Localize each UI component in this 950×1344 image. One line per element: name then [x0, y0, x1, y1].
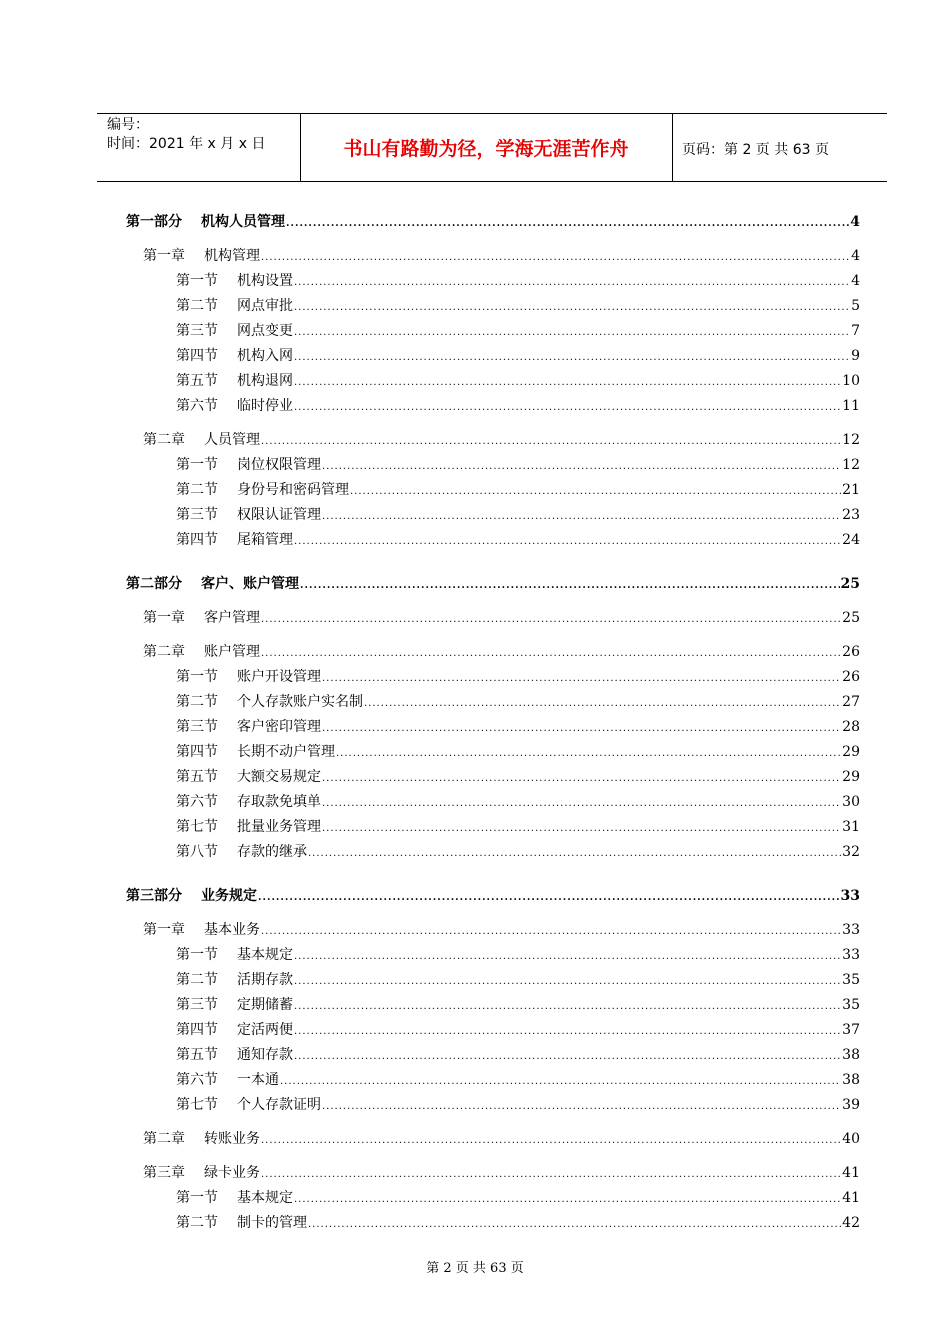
toc-entry-label — [176, 504, 321, 524]
toc-entry-page: 10 — [842, 373, 860, 389]
toc-entry-chapter[interactable] — [143, 1162, 860, 1180]
toc-entry-label — [143, 641, 260, 661]
toc-entry-page: 25 — [842, 610, 860, 626]
header-motto: 书山有路勤为径，学海无涯苦作舟 — [343, 138, 629, 160]
toc-entry-label — [176, 666, 321, 686]
toc-leader-dots — [336, 748, 841, 759]
toc-entry-section[interactable] — [176, 295, 860, 313]
toc-entry-number: 第二章 — [143, 1131, 185, 1147]
toc-entry-number: 第七节 — [176, 819, 218, 835]
toc-entry-number: 第六节 — [176, 1072, 218, 1088]
toc-entry-section[interactable] — [176, 370, 860, 388]
toc-entry-title: 网点变更 — [237, 323, 293, 339]
toc-entry-number: 第一节 — [176, 457, 218, 473]
toc-entry-number: 第六节 — [176, 398, 218, 414]
toc-entry-section[interactable] — [176, 1044, 860, 1062]
toc-entry-label — [176, 741, 335, 761]
toc-leader-dots — [294, 951, 841, 962]
toc-entry-page: 31 — [842, 819, 860, 835]
toc-entry-label — [126, 885, 257, 905]
toc-entry-section[interactable] — [176, 791, 860, 809]
toc-entry-number: 第五节 — [176, 1047, 218, 1063]
header-top-rule — [97, 113, 887, 114]
toc-entry-page: 4 — [851, 248, 860, 264]
toc-entry-chapter[interactable] — [143, 919, 860, 937]
toc-entry-number: 第一节 — [176, 273, 218, 289]
toc-entry-label — [176, 841, 307, 861]
toc-leader-dots — [322, 773, 841, 784]
toc-entry-section[interactable] — [176, 1019, 860, 1037]
toc-entry-label — [176, 295, 293, 315]
toc-entry-label — [176, 1069, 279, 1089]
toc-leader-dots — [294, 277, 850, 288]
toc-entry-number: 第四节 — [176, 744, 218, 760]
toc-entry-page: 12 — [842, 432, 860, 448]
toc-entry-title: 大额交易规定 — [237, 769, 321, 785]
toc-entry-number: 第二节 — [176, 1215, 218, 1231]
toc-leader-dots — [294, 377, 841, 388]
toc-entry-number: 第一节 — [176, 669, 218, 685]
toc-entry-chapter[interactable] — [143, 607, 860, 625]
toc-entry-page: 33 — [840, 888, 860, 904]
toc-leader-dots — [322, 511, 841, 522]
toc-entry-label — [176, 791, 321, 811]
toc-entry-number: 第二部分 — [126, 576, 182, 592]
time-label: 时间：2021 年 x 月 x 日 — [107, 136, 266, 152]
toc-entry-page: 32 — [842, 844, 860, 860]
toc-entry-number: 第二章 — [143, 432, 185, 448]
toc-entry-title: 个人存款账户实名制 — [237, 694, 363, 710]
toc-entry-title: 个人存款证明 — [237, 1097, 321, 1113]
toc-leader-dots — [261, 926, 841, 937]
toc-entry-part[interactable] — [126, 573, 860, 591]
toc-entry-number: 第一节 — [176, 947, 218, 963]
toc-entry-page: 35 — [842, 997, 860, 1013]
toc-entry-page: 33 — [842, 922, 860, 938]
toc-leader-dots — [294, 1051, 841, 1062]
toc-entry-title: 账户管理 — [204, 644, 260, 660]
toc-entry-number: 第二节 — [176, 298, 218, 314]
toc-entry-title: 尾箱管理 — [237, 532, 293, 548]
toc-leader-dots — [350, 486, 841, 497]
toc-leader-dots — [294, 536, 841, 547]
toc-entry-section[interactable] — [176, 691, 860, 709]
toc-entry-number: 第七节 — [176, 1097, 218, 1113]
toc-entry-section[interactable] — [176, 529, 860, 547]
toc-entry-page: 39 — [842, 1097, 860, 1113]
toc-entry-label — [126, 573, 299, 593]
toc-entry-title: 定活两便 — [237, 1022, 293, 1038]
toc-entry-section[interactable] — [176, 741, 860, 759]
toc-entry-label — [176, 529, 293, 549]
toc-leader-dots — [294, 1001, 841, 1012]
toc-leader-dots — [261, 648, 841, 659]
toc-entry-title: 机构入网 — [237, 348, 293, 364]
toc-entry-label — [176, 816, 321, 836]
toc-entry-title: 岗位权限管理 — [237, 457, 321, 473]
toc-entry-number: 第四节 — [176, 1022, 218, 1038]
toc-entry-section[interactable] — [176, 345, 860, 363]
toc-entry-label — [176, 1019, 293, 1039]
toc-entry-label — [176, 969, 293, 989]
toc-entry-number: 第二节 — [176, 972, 218, 988]
toc-entry-label — [176, 320, 293, 340]
toc-entry-page: 5 — [851, 298, 860, 314]
toc-entry-section[interactable] — [176, 841, 860, 859]
page-footer: 第 2 页 共 63 页 — [426, 1261, 524, 1276]
toc-entry-number: 第一章 — [143, 248, 185, 264]
toc-leader-dots — [261, 614, 841, 625]
toc-entry-page: 29 — [842, 769, 860, 785]
toc-leader-dots — [261, 436, 841, 447]
toc-entry-title: 存取款免填单 — [237, 794, 321, 810]
toc-entry-label — [126, 211, 285, 231]
toc-entry-page: 30 — [842, 794, 860, 810]
toc-entry-number: 第三节 — [176, 507, 218, 523]
toc-entry-page: 38 — [842, 1047, 860, 1063]
toc-entry-section[interactable] — [176, 1069, 860, 1087]
toc-entry-label — [143, 429, 260, 449]
toc-entry-section[interactable] — [176, 816, 860, 834]
toc-entry-title: 权限认证管理 — [237, 507, 321, 523]
toc-entry-section[interactable] — [176, 716, 860, 734]
toc-entry-label — [143, 245, 260, 265]
toc-entry-page: 11 — [842, 398, 860, 414]
toc-entry-section[interactable] — [176, 454, 860, 472]
toc-leader-dots — [261, 1135, 841, 1146]
toc-entry-label — [176, 1044, 293, 1064]
toc-entry-title: 基本规定 — [237, 947, 293, 963]
toc-entry-title: 转账业务 — [204, 1131, 260, 1147]
toc-entry-page: 4 — [850, 214, 860, 230]
toc-entry-number: 第六节 — [176, 794, 218, 810]
toc-entry-title: 机构管理 — [204, 248, 260, 264]
toc-entry-section[interactable] — [176, 1187, 860, 1205]
toc-entry-title: 基本规定 — [237, 1190, 293, 1206]
toc-leader-dots — [322, 723, 841, 734]
toc-leader-dots — [286, 218, 849, 229]
toc-entry-part[interactable] — [126, 885, 860, 903]
toc-entry-page: 28 — [842, 719, 860, 735]
toc-entry-label — [176, 766, 321, 786]
toc-entry-section[interactable] — [176, 1212, 860, 1230]
toc-leader-dots — [261, 1169, 841, 1180]
toc-entry-label — [176, 370, 293, 390]
toc-entry-title: 账户开设管理 — [237, 669, 321, 685]
toc-entry-title: 绿卡业务 — [204, 1165, 260, 1181]
toc-entry-section[interactable] — [176, 320, 860, 338]
toc-entry-number: 第五节 — [176, 373, 218, 389]
toc-entry-section[interactable] — [176, 944, 860, 962]
toc-entry-label — [176, 994, 293, 1014]
toc-entry-chapter[interactable] — [143, 641, 860, 659]
toc-leader-dots — [294, 1194, 841, 1205]
toc-entry-number: 第三节 — [176, 323, 218, 339]
toc-entry-number: 第二节 — [176, 694, 218, 710]
toc-entry-title: 定期储蓄 — [237, 997, 293, 1013]
toc-leader-dots — [294, 302, 850, 313]
toc-entry-label — [143, 1128, 260, 1148]
toc-entry-page: 42 — [842, 1215, 860, 1231]
toc-entry-label — [143, 919, 260, 939]
toc-leader-dots — [308, 848, 841, 859]
toc-entry-page: 27 — [842, 694, 860, 710]
toc-entry-section[interactable] — [176, 479, 860, 497]
toc-entry-label — [143, 607, 260, 627]
toc-entry-number: 第三部分 — [126, 888, 182, 904]
toc-entry-number: 第三节 — [176, 997, 218, 1013]
toc-entry-title: 客户、账户管理 — [201, 576, 299, 592]
toc-entry-page: 35 — [842, 972, 860, 988]
toc-entry-number: 第八节 — [176, 844, 218, 860]
toc-leader-dots — [300, 580, 840, 591]
toc-leader-dots — [294, 1026, 841, 1037]
toc-entry-title: 临时停业 — [237, 398, 293, 414]
toc-entry-page: 38 — [842, 1072, 860, 1088]
header-page-info: 页码：第 2 页 共 63 页 — [682, 142, 829, 158]
toc-entry-page: 26 — [842, 669, 860, 685]
header-bottom-rule — [97, 181, 887, 182]
toc-entry-page: 9 — [851, 348, 860, 364]
toc-entry-title: 活期存款 — [237, 972, 293, 988]
toc-entry-label — [176, 716, 321, 736]
toc-entry-number: 第三节 — [176, 719, 218, 735]
toc-leader-dots — [294, 976, 841, 987]
toc-entry-page: 40 — [842, 1131, 860, 1147]
toc-leader-dots — [322, 673, 841, 684]
toc-entry-title: 长期不动户管理 — [237, 744, 335, 760]
header-divider-right — [672, 113, 673, 181]
toc-entry-page: 41 — [842, 1165, 860, 1181]
toc-leader-dots — [322, 1101, 841, 1112]
toc-entry-page: 7 — [851, 323, 860, 339]
toc-entry-number: 第一章 — [143, 922, 185, 938]
toc-entry-number: 第三章 — [143, 1165, 185, 1181]
toc-entry-page: 24 — [842, 532, 860, 548]
toc-entry-page: 23 — [842, 507, 860, 523]
toc-entry-title: 客户管理 — [204, 610, 260, 626]
toc-entry-number: 第四节 — [176, 532, 218, 548]
toc-entry-page: 41 — [842, 1190, 860, 1206]
header-meta — [107, 116, 265, 154]
toc-entry-title: 业务规定 — [201, 888, 257, 904]
toc-entry-title: 一本通 — [237, 1072, 279, 1088]
toc-entry-title: 网点审批 — [237, 298, 293, 314]
toc-leader-dots — [294, 352, 850, 363]
toc-entry-page: 12 — [842, 457, 860, 473]
toc-entry-title: 机构退网 — [237, 373, 293, 389]
toc-leader-dots — [258, 892, 840, 903]
toc-entry-section[interactable] — [176, 395, 860, 413]
toc-entry-label — [176, 454, 321, 474]
toc-entry-number: 第一章 — [143, 610, 185, 626]
toc-entry-page: 29 — [842, 744, 860, 760]
toc-leader-dots — [294, 327, 850, 338]
toc-entry-title: 机构人员管理 — [201, 214, 285, 230]
toc-entry-page: 26 — [842, 644, 860, 660]
toc-entry-page: 4 — [851, 273, 860, 289]
toc-leader-dots — [280, 1076, 841, 1087]
toc-entry-label — [176, 395, 293, 415]
toc-entry-page: 21 — [842, 482, 860, 498]
toc-leader-dots — [322, 461, 841, 472]
toc-entry-title: 客户密印管理 — [237, 719, 321, 735]
toc-entry-label — [176, 944, 293, 964]
toc-leader-dots — [364, 698, 841, 709]
toc-entry-title: 身份号和密码管理 — [237, 482, 349, 498]
toc-entry-number: 第四节 — [176, 348, 218, 364]
toc-entry-label — [176, 1212, 307, 1232]
toc-entry-label — [176, 345, 293, 365]
toc-entry-section[interactable] — [176, 666, 860, 684]
toc-entry-label — [176, 1187, 293, 1207]
toc-entry-title: 存款的继承 — [237, 844, 307, 860]
toc-entry-section[interactable] — [176, 504, 860, 522]
toc-entry-section[interactable] — [176, 270, 860, 288]
toc-entry-title: 基本业务 — [204, 922, 260, 938]
toc-leader-dots — [261, 252, 850, 263]
toc-entry-chapter[interactable] — [143, 429, 860, 447]
serial-label: 编号： — [107, 117, 149, 133]
toc-entry-title: 制卡的管理 — [237, 1215, 307, 1231]
toc-leader-dots — [308, 1219, 841, 1230]
toc-entry-number: 第二章 — [143, 644, 185, 660]
toc-entry-label — [176, 1094, 321, 1114]
toc-entry-label — [176, 479, 349, 499]
toc-entry-label — [176, 270, 293, 290]
toc-entry-page: 37 — [842, 1022, 860, 1038]
toc-entry-section[interactable] — [176, 994, 860, 1012]
toc-entry-title: 通知存款 — [237, 1047, 293, 1063]
toc-entry-number: 第二节 — [176, 482, 218, 498]
toc-entry-title: 机构设置 — [237, 273, 293, 289]
toc-leader-dots — [322, 798, 841, 809]
toc-entry-chapter[interactable] — [143, 245, 860, 263]
toc-entry-chapter[interactable] — [143, 1128, 860, 1146]
toc-entry-number: 第一部分 — [126, 214, 182, 230]
toc-entry-title: 批量业务管理 — [237, 819, 321, 835]
toc-leader-dots — [322, 823, 841, 834]
toc-leader-dots — [294, 402, 841, 413]
toc-entry-section[interactable] — [176, 766, 860, 784]
toc-entry-label — [176, 691, 363, 711]
toc-entry-section[interactable] — [176, 1094, 860, 1112]
toc-entry-section[interactable] — [176, 969, 860, 987]
toc-entry-page: 25 — [840, 576, 860, 592]
toc-entry-title: 人员管理 — [204, 432, 260, 448]
toc-entry-number: 第五节 — [176, 769, 218, 785]
toc-entry-page: 33 — [842, 947, 860, 963]
toc-entry-part[interactable] — [126, 211, 860, 229]
toc-entry-label — [143, 1162, 260, 1182]
toc-entry-number: 第一节 — [176, 1190, 218, 1206]
